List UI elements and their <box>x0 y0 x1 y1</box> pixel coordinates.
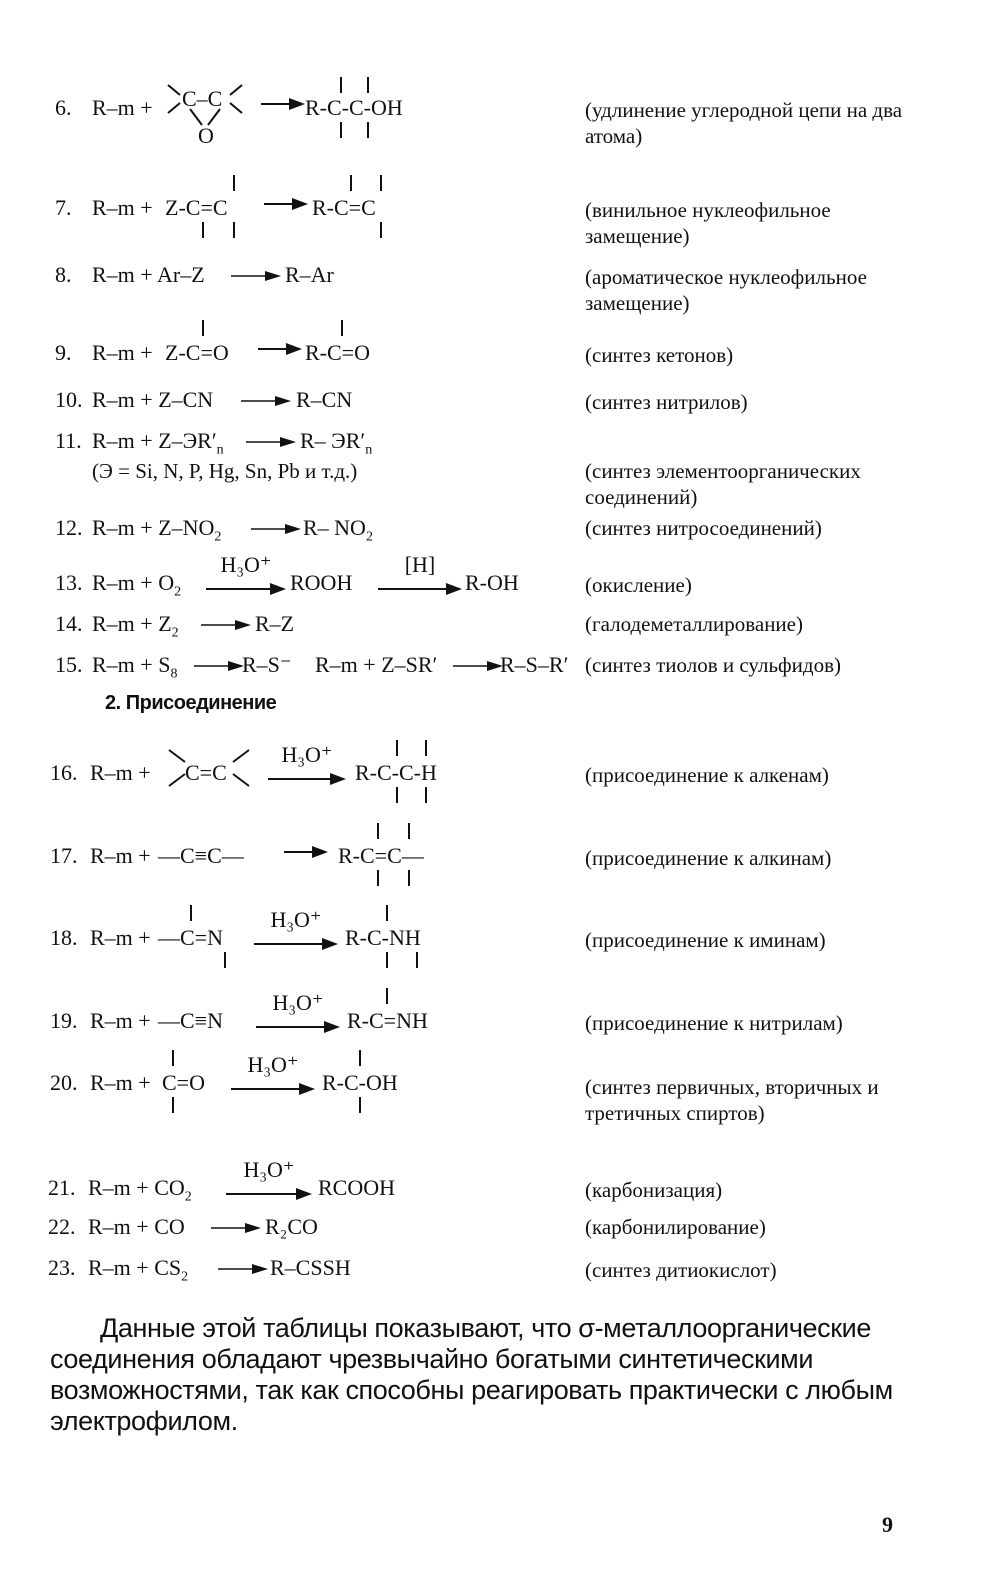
reaction-arrow <box>211 1222 261 1234</box>
product: R–Ar <box>285 262 334 287</box>
intermediate: ROOH <box>290 570 353 595</box>
reaction-arrow <box>231 1052 315 1096</box>
reaction-arrow <box>261 97 305 111</box>
product-label: R-C-OH <box>322 1070 398 1095</box>
epoxide-oxygen: O <box>198 123 214 143</box>
carbonyl: C=O <box>162 1070 205 1095</box>
reactants: $R-m + Z-NO_2$ <box>92 515 222 545</box>
reaction-note: (синтез нитрилов) <box>585 390 748 414</box>
summary-paragraph <box>50 1313 910 1437</box>
reaction-number: 10. <box>55 387 83 412</box>
reactants: R–m + Z–CN <box>92 387 214 412</box>
reactant-label: R–m + <box>90 1008 151 1033</box>
reaction-number: 23. <box>48 1255 76 1280</box>
reaction-number: 13. <box>55 570 83 595</box>
reactants: R–m + Ar–Z <box>92 262 205 287</box>
element-list: (Э = Si, N, P, Hg, Sn, Pb и т.д.) <box>92 459 358 483</box>
reaction-note: (карбонизация) <box>585 1178 723 1202</box>
reactant-label: R–m + <box>90 925 151 950</box>
product: R–S⁻ <box>242 652 292 677</box>
product: R– $NO_2$ <box>303 515 373 545</box>
reaction-arrow <box>231 270 281 282</box>
reaction-note: (синтез тиолов и сульфидов) <box>585 653 841 677</box>
product-label: R-C=O <box>305 340 370 365</box>
alkene: C=C <box>185 760 227 785</box>
reaction-number: 12. <box>55 515 83 540</box>
reactants: R–m + CO <box>88 1214 185 1239</box>
reaction-number: 19. <box>50 1008 78 1033</box>
product-label: R-C=C <box>312 195 376 220</box>
reactant-label: R–m + <box>90 1070 151 1095</box>
product-label: R-C=C— <box>338 843 424 868</box>
product: R-OH <box>465 570 519 595</box>
reactant-label: R–m + <box>90 760 151 785</box>
product-2: R–S–R′ <box>500 652 569 677</box>
reaction-number: 9. <box>55 340 72 365</box>
reaction-arrow <box>378 552 462 596</box>
reaction-arrow <box>218 1263 268 1275</box>
reactants: $R-m + O_2$ <box>92 570 182 600</box>
reaction-note: (синтез нитросоединений) <box>585 516 822 540</box>
reaction-note: (карбонилирование) <box>585 1215 766 1239</box>
reaction-number: 17. <box>50 843 78 868</box>
reaction-number: 14. <box>55 611 83 636</box>
ketone-reactant: Z-C=O <box>165 340 229 365</box>
imine: —C=N <box>158 925 223 950</box>
reaction-number: 20. <box>50 1070 78 1095</box>
reactant-label: R–m + <box>92 195 153 220</box>
reaction-arrow <box>254 907 338 951</box>
reaction-number: 21. <box>48 1175 76 1200</box>
reagent-label: H₃O⁺ <box>247 1052 299 1077</box>
reaction-number: 15. <box>55 652 83 677</box>
reaction-arrow <box>258 342 302 356</box>
reaction-number: 16. <box>50 760 78 785</box>
reaction-note: (винильное нуклеофильное замещение) <box>585 198 831 248</box>
nitrile: —C≡N <box>158 1008 223 1033</box>
reaction-arrow <box>264 197 308 211</box>
reaction-note: (окисление) <box>585 573 692 597</box>
alkyne: —C≡C— <box>158 843 244 868</box>
reaction-note: (удлинение углеродной цепи на два атома) <box>585 98 903 148</box>
reaction-note: (синтез кетонов) <box>585 343 734 367</box>
reagent-label: H₃O⁺ <box>270 907 322 932</box>
section-heading: 2. Присоединение <box>105 692 277 714</box>
reactants-2: R–m + Z–SR′ <box>315 652 438 677</box>
epoxide-structure <box>160 83 250 143</box>
reagent-label: [H] <box>404 552 436 577</box>
reaction-note: (присоединение к алкенам) <box>585 763 829 787</box>
reaction-note: (присоединение к иминам) <box>585 928 826 952</box>
reaction-arrow <box>226 1157 312 1201</box>
reactants: $R-m + Z-ЭR'_n$ <box>92 428 224 458</box>
product: R–CSSH <box>270 1255 351 1280</box>
reaction-arrow <box>453 660 503 672</box>
reaction-arrow <box>194 660 244 672</box>
product: R–CN <box>296 387 353 412</box>
reactants: $R-m + S_8$ <box>92 652 178 682</box>
product-label: R-C-C-OH <box>305 95 403 120</box>
reaction-arrow <box>268 742 346 786</box>
reactant-label: R–m + <box>92 95 153 120</box>
reaction-note: (синтез дитиокислот) <box>585 1258 777 1282</box>
product: R–Z <box>255 611 295 636</box>
reaction-number: 8. <box>55 262 72 287</box>
reaction-note: (присоединение к алкинам) <box>585 846 832 870</box>
reaction-number: 18. <box>50 925 78 950</box>
reactant-label: R–m + <box>90 843 151 868</box>
reaction-arrow <box>241 395 291 407</box>
product: R– $ЭR'_n$ <box>300 428 373 458</box>
product: R₂CO <box>265 1214 318 1239</box>
reaction-arrow <box>201 619 251 631</box>
product-label: R-C-NH <box>345 925 421 950</box>
reaction-arrow <box>251 523 301 535</box>
reagent-label: H₃O⁺ <box>281 742 333 767</box>
reaction-note: (галодеметаллирование) <box>585 612 803 636</box>
reaction-note: (синтез первичных, вторичных и третичных спиртов) <box>585 1075 879 1125</box>
paragraph-text: Данные этой таблицы показывают, что σ-металлоорганические соединения обладают чрезвычайно богатыми синтетическими возможностями, так как способны реагировать практически с любым электрофилом. <box>50 1313 893 1436</box>
reagent-label: H₃O⁺ <box>272 990 324 1015</box>
product-label: R-C=NH <box>347 1008 428 1033</box>
reactants: $R-m + Z_2$ <box>92 611 179 641</box>
reaction-number: 6. <box>55 95 72 120</box>
reagent-label: H₃O⁺ <box>220 552 272 577</box>
product: RCOOH <box>318 1175 396 1200</box>
vinyl-reactant: Z-C=C <box>165 195 228 220</box>
reaction-note: (ароматическое нуклеофильное замещение) <box>585 265 867 315</box>
reaction-number: 11. <box>55 428 82 453</box>
reaction-note: (синтез элементоорганических соединений) <box>585 459 861 509</box>
epoxide-carbons: C–C <box>182 86 223 111</box>
reaction-arrow <box>256 990 340 1034</box>
reaction-arrow <box>246 436 296 448</box>
reaction-arrow <box>206 552 286 596</box>
reaction-note: (присоединение к нитрилам) <box>585 1011 843 1035</box>
reactants: $R-m + CS_2$ <box>88 1255 189 1285</box>
page-number: 9 <box>882 1512 893 1537</box>
reaction-arrow <box>284 845 328 859</box>
reactant-label: R–m + <box>92 340 153 365</box>
reagent-label: H₃O⁺ <box>243 1157 295 1182</box>
reaction-number: 7. <box>55 195 72 220</box>
reaction-number: 22. <box>48 1214 76 1239</box>
reactants: $R-m + CO_2$ <box>88 1175 192 1205</box>
product-label: R-C-C-H <box>355 760 437 785</box>
